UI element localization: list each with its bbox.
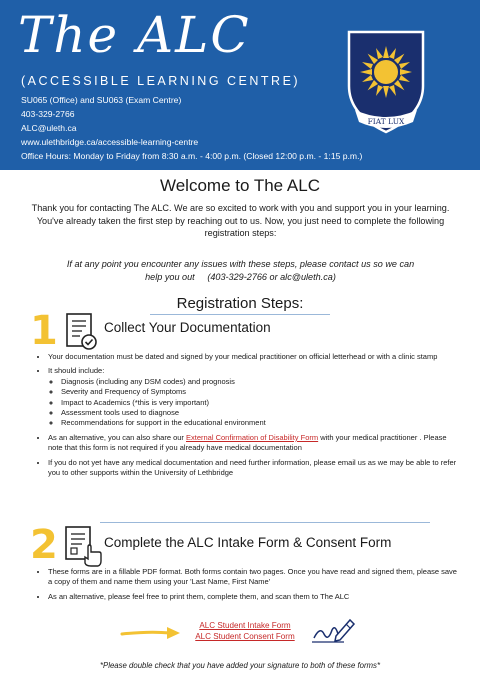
step-divider <box>100 522 430 523</box>
external-confirmation-link[interactable]: External Confirmation of Disability Form <box>186 432 319 442</box>
list-item <box>48 433 460 454</box>
list-item: • These forms are in a fillable PDF format. Both forms contain two pages. Once you have read and signed them, please save a copy of them and name them using your 'Last Name, First Name' <box>48 567 460 588</box>
list-item: • Your documentation must be dated and signed by your medical practitioner on official letterhead or with a clinic stamp <box>48 352 460 362</box>
sub-list-item: ◦ Assessment tools used to diagnose <box>61 408 460 418</box>
form-links <box>185 621 305 642</box>
title-divider <box>150 314 330 315</box>
document-check-icon <box>64 312 98 352</box>
step-2-list <box>36 567 460 606</box>
sub-list-item: ◦ Diagnosis (including any DSM codes) and prognosis <box>61 377 460 387</box>
logo-title: The ALC <box>18 6 251 64</box>
university-crest-icon <box>345 28 427 138</box>
sub-list-item: ◦ Impact to Academics (*this is very important) <box>61 398 460 408</box>
step-2-title: Complete the ALC Intake Form & Consent Form <box>104 535 392 550</box>
header-subtitle: (ACCESSIBLE LEARNING CENTRE) <box>21 74 301 88</box>
office-location: SU065 (Office) and SU063 (Exam Centre) <box>21 95 182 105</box>
arrow-right-icon <box>120 626 182 640</box>
requirements-sublist <box>48 377 460 429</box>
list-item-text: It should include: <box>48 366 105 376</box>
step-1-number: 1 <box>30 308 58 354</box>
intake-form-link[interactable]: ALC Student Intake Form <box>199 621 291 630</box>
list-item: • If you do not yet have any medical documentation and need further information, please email us as we may be able to refer you to other supports within the University of Lethbridge <box>48 458 460 479</box>
email-address[interactable]: ALC@uleth.ca <box>21 123 77 133</box>
registration-title: Registration Steps: <box>176 295 304 312</box>
help-contact[interactable]: (403-329-2766 or alc@uleth.ca) <box>207 271 336 282</box>
sub-list-item: ◦ Severity and Frequency of Symptoms <box>61 387 460 397</box>
step-1-title: Collect Your Documentation <box>104 320 271 335</box>
list-item-text: As an alternative, you can also share our <box>48 432 186 442</box>
consent-form-link[interactable]: ALC Student Consent Form <box>195 631 295 641</box>
step-2-number: 2 <box>30 522 58 568</box>
welcome-title: Welcome to The ALC <box>159 176 320 195</box>
signature-reminder: *Please double check that you have added your signature to both of these forms* <box>99 661 380 670</box>
form-pointer-icon <box>64 525 104 567</box>
list-item-text: with your medical practitioner . Please note that this form is not required if you already have medical documentation <box>48 432 447 453</box>
header-banner <box>0 0 480 170</box>
list-item: • As an alternative, please feel free to print them, complete them, and scan them to The ALC <box>48 592 460 602</box>
list-item <box>48 366 460 428</box>
crest-motto: FIAT LUX <box>367 117 405 126</box>
step-1-list <box>36 352 460 482</box>
help-paragraph <box>28 258 453 283</box>
phone-number[interactable]: 403-329-2766 <box>21 109 75 119</box>
help-line-1: If at any point you encounter any issues with these steps, please contact us so we can <box>66 259 415 269</box>
intro-paragraph: Thank you for contacting The ALC. We are so excited to work with you and support you in your learning. You've already taken the first step by reaching out to us. Now, you just need to complete the following registration steps: <box>31 203 450 239</box>
website-url[interactable]: www.ulethbridge.ca/accessible-learning-centre <box>21 137 199 147</box>
office-hours: Office Hours: Monday to Friday from 8:30 a.m. - 4:00 p.m. (Closed 12:00 p.m. - 1:15 p.m.) <box>21 151 363 161</box>
sub-list-item: ◦ Recommendations for support in the educational environment <box>61 418 460 428</box>
help-line-2: help you out <box>145 271 195 282</box>
signature-pen-icon <box>310 616 356 646</box>
